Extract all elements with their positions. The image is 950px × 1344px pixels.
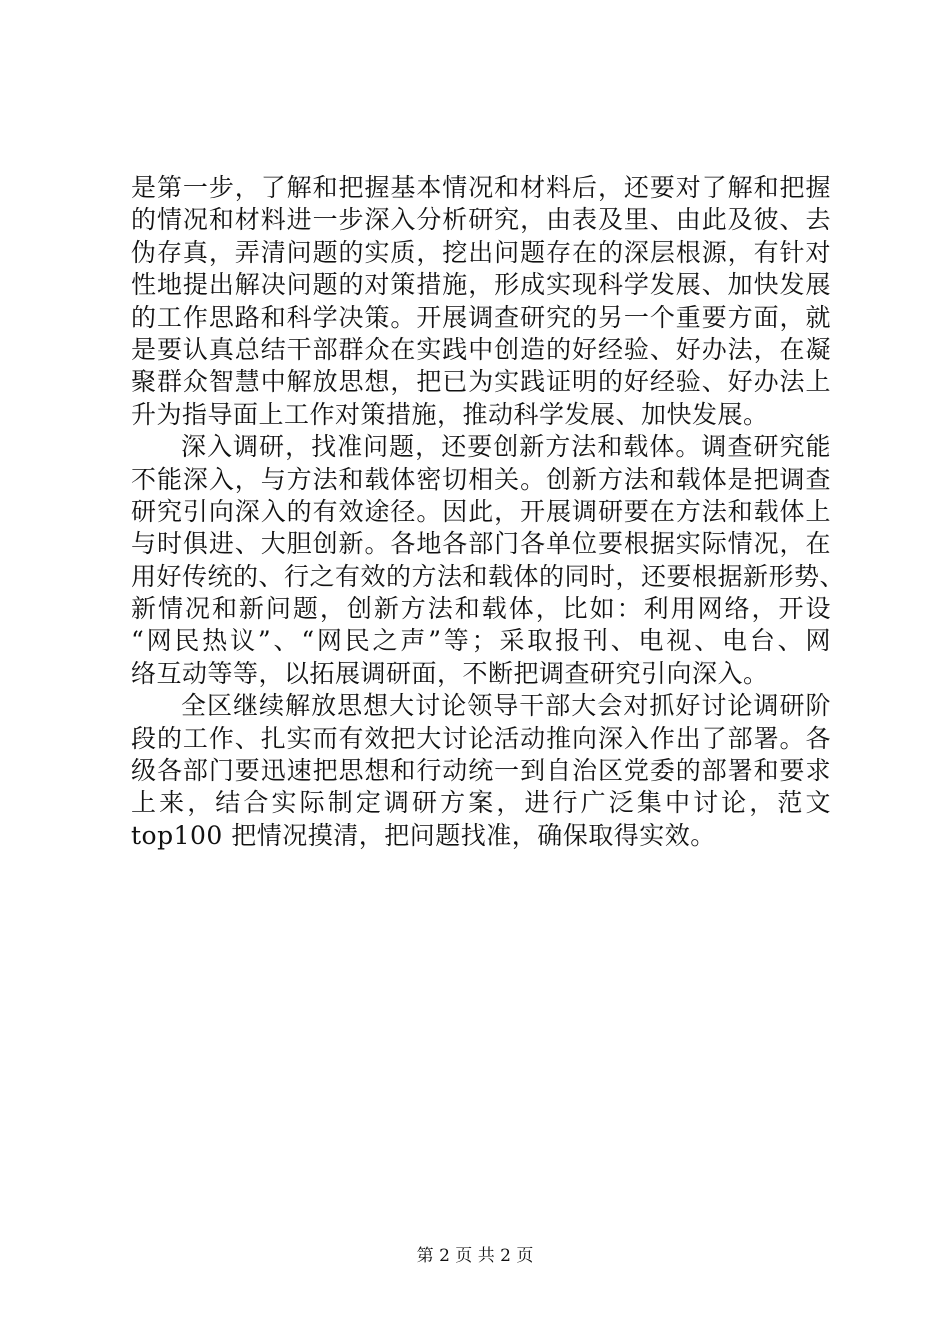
text-line: 是第一步，了解和把握基本情况和材料后，还要对了解和把握 — [131, 173, 831, 202]
text-line: 性地提出解决问题的对策措施，形成实现科学发展、加快发展 — [131, 270, 831, 300]
text-line: 的情况和材料进一步深入分析研究，由表及里、由此及彼、去 — [131, 205, 831, 235]
text-line: 的工作思路和科学决策。开展调查研究的另一个重要方面，就 — [131, 302, 831, 332]
text-line: 升为指导面上工作对策措施，推动科学发展、加快发展。 — [131, 399, 769, 429]
text-line: 聚群众智慧中解放思想，把已为实践证明的好经验、好办法上 — [131, 367, 831, 397]
text-line: 络互动等等，以拓展调研面，不断把调查研究引向深入。 — [131, 658, 769, 688]
text-line: 伪存真，弄清问题的实质，挖出问题存在的深层根源，有针对 — [131, 237, 831, 267]
paragraph-first-line: 深入调研，找准问题，还要创新方法和载体。调查研究能 — [181, 432, 831, 462]
text-line: 新情况和新问题，创新方法和载体，比如：利用网络，开设 — [131, 594, 831, 624]
text-line: 是要认真总结干部群众在实践中创造的好经验、好办法，在凝 — [131, 334, 831, 364]
text-line: 上来，结合实际制定调研方案，进行广泛集中讨论，范文 — [131, 788, 831, 818]
paragraph-first-line: 全区继续解放思想大讨论领导干部大会对抓好讨论调研阶 — [181, 691, 831, 721]
text-line: 与时俱进、大胆创新。各地各部门各单位要根据实际情况，在 — [131, 529, 831, 559]
text-line: 不能深入，与方法和载体密切相关。创新方法和载体是把调查 — [131, 464, 831, 494]
text-line: “网民热议”、“网民之声”等；采取报刊、电视、电台、网 — [131, 626, 831, 656]
text-line: 研究引向深入的有效途径。因此，开展调研要在方法和载体上 — [131, 496, 831, 526]
text-line: 级各部门要迅速把思想和行动统一到自治区党委的部署和要求 — [131, 756, 831, 786]
document-body — [131, 172, 846, 852]
text-line: 用好传统的、行之有效的方法和载体的同时，还要根据新形势、 — [131, 561, 846, 591]
page-number-footer: 第 2 页 共 2 页 — [416, 1246, 534, 1266]
text-line: 段的工作、扎实而有效把大讨论活动推向深入作出了部署。各 — [131, 723, 831, 753]
text-line: top100 把情况摸清，把问题找准，确保取得实效。 — [131, 820, 716, 850]
